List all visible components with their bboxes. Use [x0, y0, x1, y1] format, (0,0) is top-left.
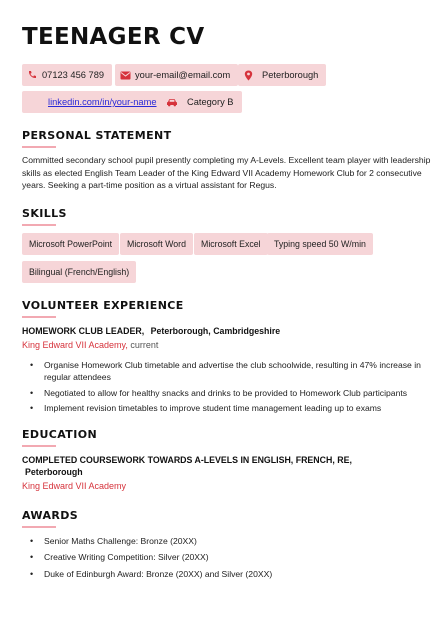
- skills-underline: [22, 224, 56, 226]
- personal-statement-underline: [22, 146, 56, 148]
- car-icon: [162, 98, 182, 107]
- phone-icon: [22, 70, 42, 80]
- location-chip: [238, 64, 326, 86]
- map-pin-icon: [238, 70, 258, 81]
- list-item: • Creative Writing Competition: Silver (20XX): [22, 551, 430, 563]
- volunteer-role: [22, 326, 280, 336]
- volunteer-heading: VOLUNTEER EXPERIENCE: [22, 299, 184, 312]
- personal-statement-heading: PERSONAL STATEMENT: [22, 129, 172, 142]
- skill-chip: Bilingual (French/English): [22, 261, 136, 283]
- linkedin-link[interactable]: linkedin.com/in/your-name: [48, 97, 157, 107]
- volunteer-bullets: [22, 359, 430, 415]
- volunteer-org-name: King Edward VII Academy,: [22, 340, 128, 350]
- awards-underline: [22, 526, 56, 528]
- list-item: • Duke of Edinburgh Award: Bronze (20XX) and Silver (20XX): [22, 568, 430, 580]
- skill-chip: Microsoft Excel: [194, 233, 268, 255]
- skill-chip: Microsoft Word: [120, 233, 193, 255]
- email-chip: [115, 64, 238, 86]
- list-item: • Implement revision timetables to improve student time management leading up to exams: [22, 402, 430, 414]
- volunteer-org: [22, 340, 158, 350]
- education-place: Peterborough: [25, 467, 83, 477]
- cv-name: TEENAGER CV: [22, 24, 205, 50]
- license-chip: [162, 91, 242, 113]
- skills-heading: SKILLS: [22, 207, 67, 220]
- phone-chip: [22, 64, 112, 86]
- envelope-icon: [115, 71, 135, 80]
- education-underline: [22, 445, 56, 447]
- education-heading: EDUCATION: [22, 428, 98, 441]
- phone-text: 07123 456 789: [42, 70, 105, 80]
- awards-heading: AWARDS: [22, 509, 79, 522]
- education-course: COMPLETED COURSEWORK TOWARDS A-LEVELS IN ENGLISH, FRENCH, RE,: [22, 455, 352, 465]
- education-org: King Edward VII Academy: [22, 481, 127, 491]
- list-item: • Negotiated to allow for healthy snacks and drinks to be provided to Homework Club participants: [22, 387, 430, 399]
- personal-statement-text: Committed secondary school pupil presently completing my A-Levels. Excellent team player with leadership skills as elected English Team Leader of the King Edward VII Academy Homework Club for 2 consecutive years. Seeking a part-time position as a virtual assistant for Regus.: [22, 155, 431, 191]
- volunteer-place: Peterborough, Cambridgeshire: [150, 326, 281, 336]
- list-item: • Senior Maths Challenge: Bronze (20XX): [22, 535, 430, 547]
- volunteer-role-title: HOMEWORK CLUB LEADER,: [22, 326, 145, 336]
- email-text: your-email@email.com: [135, 70, 231, 80]
- volunteer-status: current: [130, 340, 159, 350]
- skill-chip: Microsoft PowerPoint: [22, 233, 119, 255]
- awards-bullets: [22, 535, 430, 580]
- volunteer-underline: [22, 316, 56, 318]
- location-text: Peterborough: [262, 70, 319, 80]
- license-text: Category B: [187, 97, 234, 107]
- list-item: • Organise Homework Club timetable and advertise the club schoolwide, resulting in 47% increase in regular attendees: [22, 359, 430, 384]
- skill-chip: Typing speed 50 W/min: [267, 233, 373, 255]
- linkedin-chip[interactable]: [22, 91, 165, 113]
